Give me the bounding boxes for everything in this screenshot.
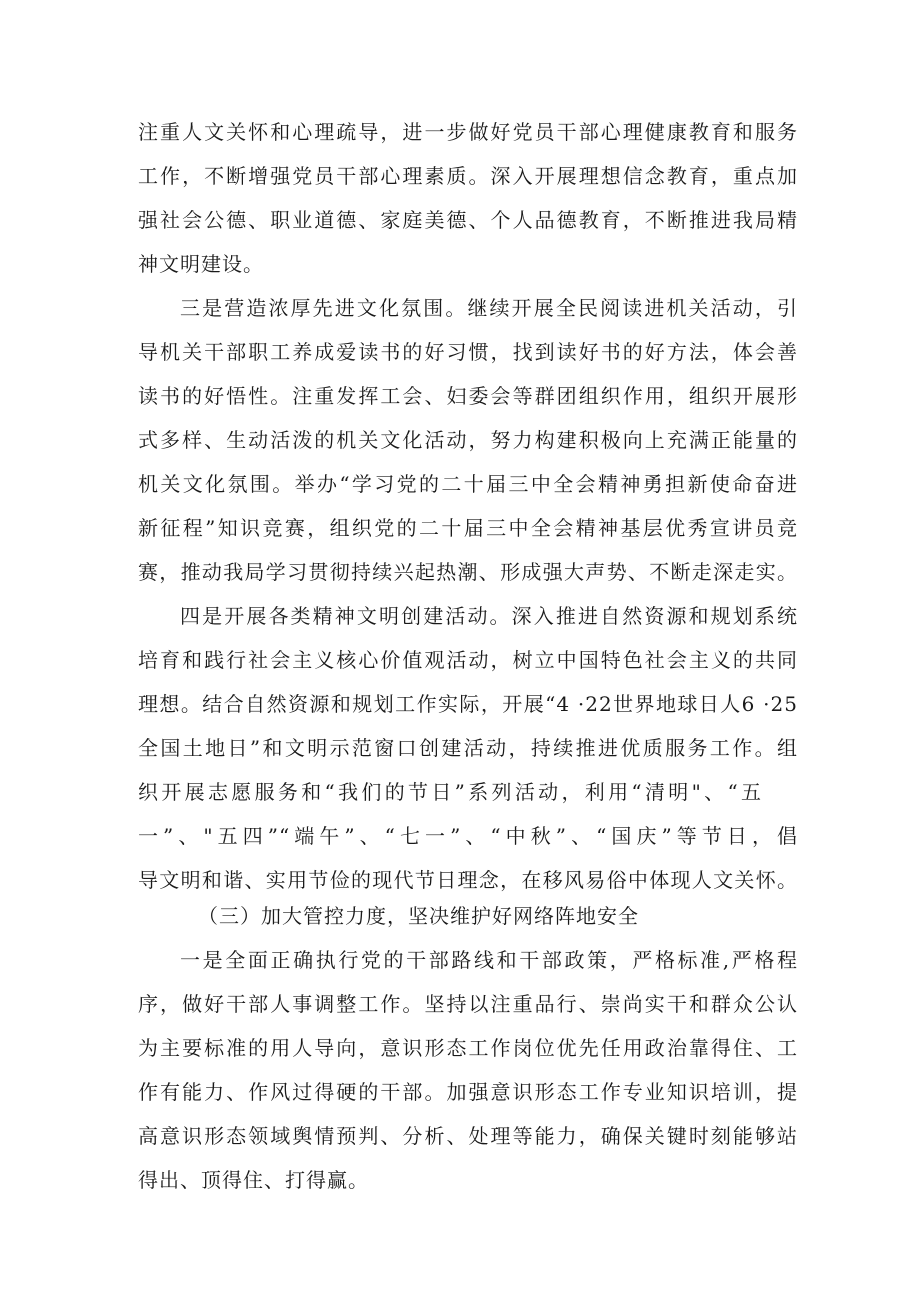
paragraph-line: 培育和践行社会主义核心价值观活动，树立中国特色社会主义的共同: [138, 648, 798, 672]
paragraph-line: 作有能力、作风过得硬的干部。加强意识形态工作专业知识培训，提: [138, 1080, 798, 1104]
paragraph-line: 一”、"五四”“端午”、“七一”、“中秋”、“国庆”等节日，倡: [138, 824, 798, 848]
section-heading: （三）加大管控力度，坚决维护好网络阵地安全: [198, 904, 639, 928]
paragraph-line: 赛，推动我局学习贯彻持续兴起热潮、形成强大声势、不断走深走实。: [138, 560, 798, 584]
paragraph-line: 理想。结合自然资源和规划工作实际，开展“4 ·22世界地球日人6 ·25: [138, 692, 798, 716]
paragraph-line: 机关文化氛围。举办“学习党的二十届三中全会精神勇担新使命奋进: [138, 472, 798, 496]
paragraph-line: 强社会公德、职业道德、家庭美德、个人品德教育，不断推进我局精: [138, 208, 798, 232]
paragraph-line: 序，做好干部人事调整工作。坚持以注重品行、崇尚实干和群众公认: [138, 992, 798, 1016]
paragraph-line: 导机关干部职工养成爱读书的好习惯，找到读好书的好方法，体会善: [138, 340, 798, 364]
paragraph-line: 新征程”知识竞赛，组织党的二十届三中全会精神基层优秀宣讲员竞: [138, 516, 798, 540]
paragraph-line: 三是营造浓厚先进文化氛围。继续开展全民阅读进机关活动，引: [180, 296, 798, 320]
paragraph-line: 高意识形态领域舆情预判、分析、处理等能力，确保关键时刻能够站: [138, 1124, 798, 1148]
paragraph-line: 读书的好悟性。注重发挥工会、妇委会等群团组织作用，组织开展形: [138, 384, 798, 408]
paragraph-line: 织开展志愿服务和“我们的节日”系列活动，利用“清明"、“五: [138, 780, 762, 804]
paragraph-line: 注重人文关怀和心理疏导，进一步做好党员干部心理健康教育和服务: [138, 120, 798, 144]
paragraph-line: 工作，不断增强党员干部心理素质。深入开展理想信念教育，重点加: [138, 164, 798, 188]
paragraph-line: 四是开展各类精神文明创建活动。深入推进自然资源和规划系统: [180, 604, 798, 628]
paragraph-line: 式多样、生动活泼的机关文化活动，努力构建积极向上充满正能量的: [138, 428, 798, 452]
paragraph-line: 一是全面正确执行党的干部路线和干部政策，严格标准,严格程: [180, 948, 798, 972]
paragraph-line: 导文明和谐、实用节俭的现代节日理念，在移风易俗中体现人文关怀。: [138, 868, 798, 892]
paragraph-line: 为主要标准的用人导向，意识形态工作岗位优先任用政治靠得住、工: [138, 1036, 798, 1060]
paragraph-line: 全国土地日”和文明示范窗口创建活动，持续推进优质服务工作。组: [138, 736, 798, 760]
paragraph-line: 得出、顶得住、打得赢。: [138, 1168, 369, 1192]
paragraph-line: 神文明建设。: [138, 252, 264, 276]
